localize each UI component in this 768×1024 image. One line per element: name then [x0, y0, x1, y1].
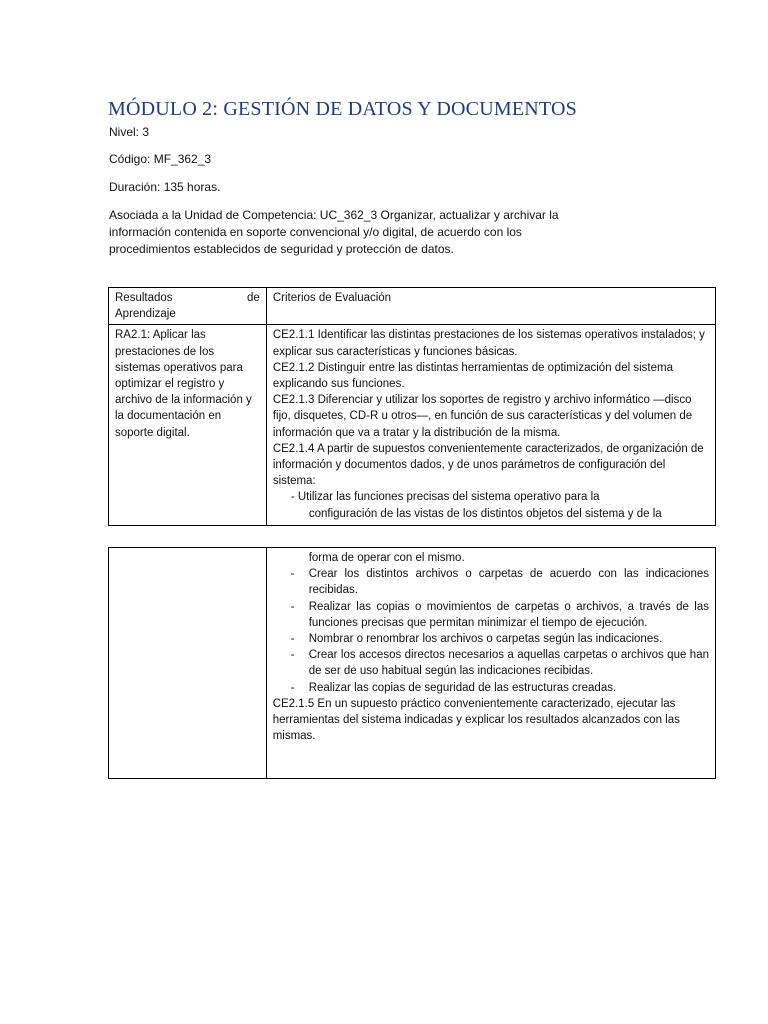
bullet-text: Realizar las copias de seguridad de las estructuras creadas. — [308, 681, 617, 694]
bullet-copias-seguridad — [273, 680, 709, 696]
codigo-text: Código: MF_362_3 — [109, 152, 212, 166]
bullet-text: Nombrar o renombrar los archivos o carpetas según las indicaciones. — [308, 633, 663, 646]
bullet-nombrar — [273, 631, 709, 647]
nivel-text: Nivel: 3 — [109, 125, 150, 139]
header-resultados-word: Resultados — [115, 292, 173, 304]
criteria-cell — [266, 325, 715, 526]
header-de-word: de — [247, 292, 260, 304]
header-resultados-line1 — [115, 290, 260, 306]
criterion-ce213: CE2.1.3 Diferenciar y utilizar los soportes de registro y archivo informático —disco fijo, disquetes, CD-R u otros—, en función de sus características y del volumen de información que va a tratar y la distribución de la misma. — [272, 394, 693, 439]
ra-cell: RA2.1: Aplicar las prestaciones de los sistemas operativos para optimizar el registro y archivo de la información y la documentación en soporte digital. — [109, 325, 267, 526]
table-row — [109, 548, 716, 779]
bullet-utilizar-end: forma de operar con el mismo. — [308, 552, 465, 564]
bullet-dash: - — [290, 568, 295, 581]
header-criterios: Criterios de Evaluación — [266, 288, 715, 325]
bullet-dash: - — [290, 681, 295, 694]
bullet-dash: - — [290, 600, 295, 613]
criteria-cell-continued — [266, 548, 715, 779]
bullet-accesos-directos — [273, 647, 709, 679]
criterion-ce215: CE2.1.5 En un supuesto práctico convenientemente caracterizado, ejecutar las herramientas del sistema indicadas y explicar los resultados alcanzados con las mismas. — [272, 697, 680, 743]
criterion-ce214: CE2.1.4 A partir de supuestos convenientemente caracterizados, de organización de información y documentos dados, y de unos parámetros de configuración del sistema: — [272, 442, 704, 488]
bullet-utilizar-cont: configuración de las vistas de los distintos objetos del sistema y de la — [308, 507, 662, 520]
table-row — [109, 325, 716, 526]
bullet-crear-archivos — [273, 566, 709, 598]
bullet-dash: - — [290, 633, 295, 646]
criterion-ce212: CE2.1.2 Distinguir entre las distintas herramientas de optimización del sistema explicando sus funciones. — [272, 361, 673, 391]
bullet-text: Realizar las copias o movimientos de carpetas o archivos, a través de las funciones precisas que permitan minimizar el tiempo de ejecución. — [308, 600, 709, 629]
module-title: MÓDULO 2: GESTIÓN DE DATOS Y DOCUMENTOS — [108, 98, 577, 120]
criteria-table-continued — [108, 547, 716, 779]
table-header-row — [109, 288, 716, 325]
bullet-realizar-copias — [273, 599, 709, 631]
duracion-text: Duración: 135 horas. — [109, 180, 221, 194]
bullet-text: Crear los distintos archivos o carpetas de acuerdo con las indicaciones recibidas. — [308, 568, 709, 597]
criteria-table — [108, 287, 716, 526]
criteria-content — [273, 327, 709, 523]
bullet-utilizar: - Utilizar las funciones precisas del sistema operativo para la — [290, 491, 600, 504]
bullet-dash: - — [290, 649, 295, 662]
asociada-paragraph: Asociada a la Unidad de Competencia: UC_362_3 Organizar, actualizar y archivar la información contenida en soporte convencional y/o digital, de acuerdo con los procedimientos establecidos de seguridad y protección de datos. — [109, 208, 559, 256]
bullet-text: Crear los accesos directos necesarios a aquellas carpetas o archivos que han de ser de uso habitual según las indicaciones recibidas. — [308, 649, 709, 678]
header-aprendizaje-word: Aprendizaje — [115, 308, 176, 321]
criterion-ce211: CE2.1.1 Identificar las distintas prestaciones de los sistemas operativos instalados; y explicar sus características y funciones básicas. — [272, 329, 705, 358]
header-resultados — [109, 288, 267, 325]
ra-cell-empty — [109, 548, 267, 779]
